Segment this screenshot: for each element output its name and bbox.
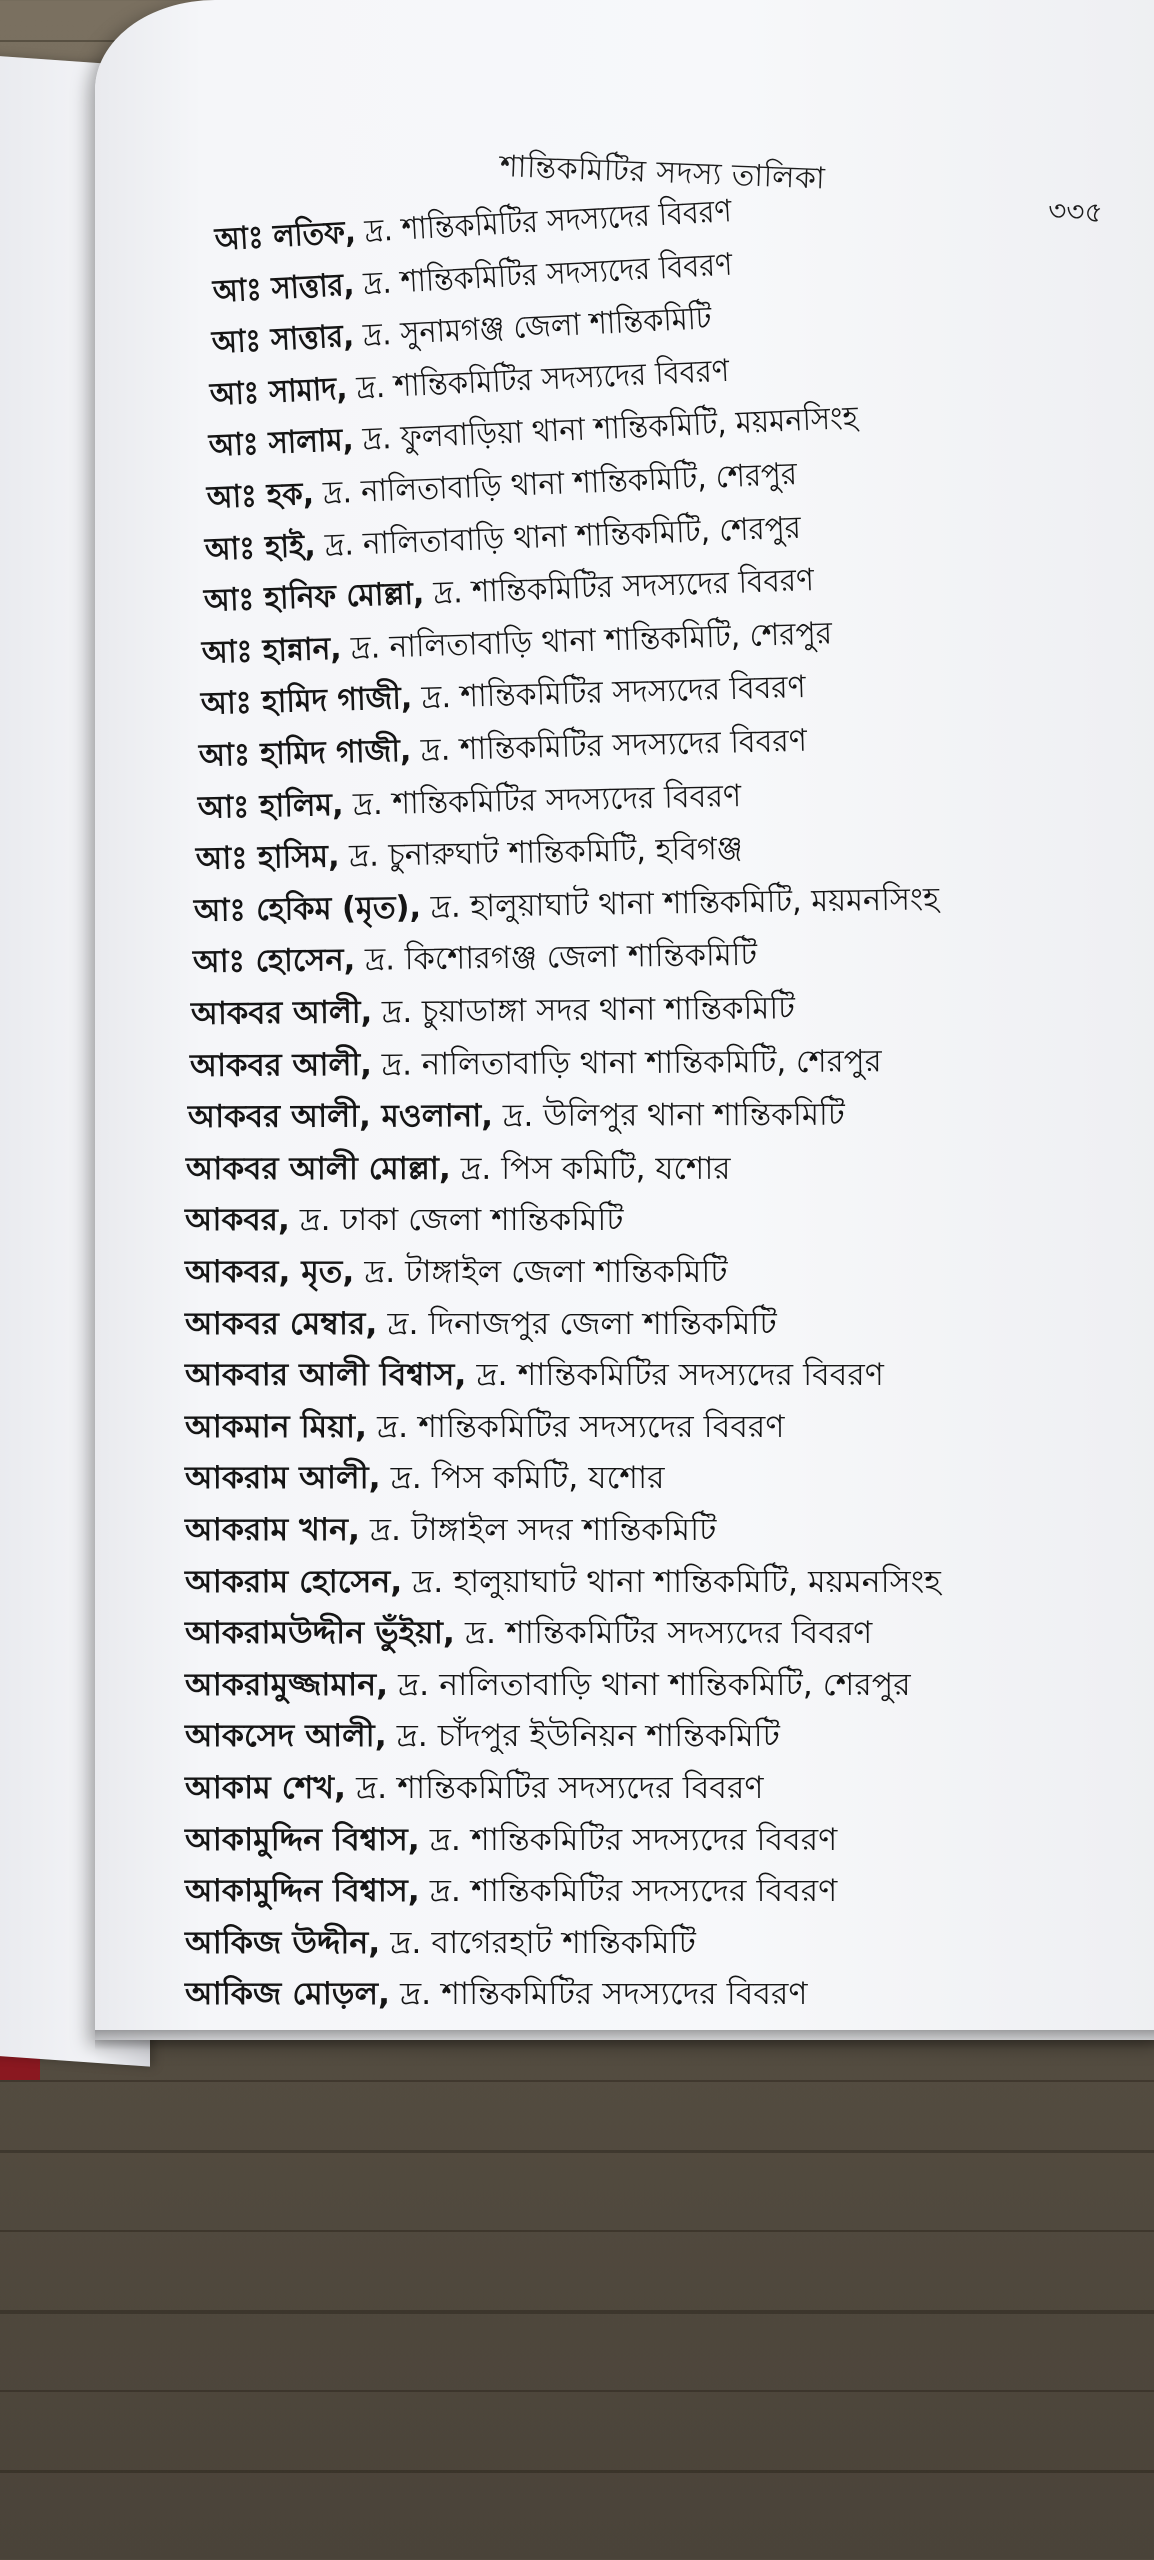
index-entry	[210, 300, 713, 362]
entry-reference: দ্র. নালিতাবাড়ি থানা শান্তিকমিটি, শেরপুর	[313, 456, 798, 512]
entry-reference: দ্র. ফুলবাড়িয়া থানা শান্তিকমিটি, ময়মনসিংহ	[352, 400, 859, 459]
index-entry	[213, 193, 733, 258]
entry-name: আঃ হোসেন,	[192, 942, 356, 981]
entry-name: আকবর মেম্বার,	[185, 1305, 378, 1342]
wood-grain	[0, 2150, 1154, 2153]
index-entry	[185, 1512, 717, 1548]
entry-reference: দ্র. হালুয়াঘাট থানা শান্তিকমিটি, ময়মনসিংহ	[421, 880, 940, 926]
running-header: শান্তিকমিটির সদস্য তালিকা	[499, 149, 826, 197]
entry-name: আঃ হালিম,	[197, 786, 344, 826]
index-entry	[209, 352, 731, 413]
entry-reference: দ্র. শান্তিকমিটির সদস্যদের বিবরণ	[410, 722, 808, 769]
wood-grain	[0, 2310, 1154, 2314]
index-entry	[195, 830, 743, 878]
entry-name: আকামুদ্দিন বিশ্বাস,	[185, 1821, 420, 1858]
entry-reference: দ্র. সুনামগঞ্জ জেলা শান্তিকমিটি	[352, 300, 713, 355]
index-entry	[185, 1924, 696, 1961]
entry-reference: দ্র. শান্তিকমিটির সদস্যদের বিবরণ	[466, 1357, 884, 1394]
entry-name: আকরাম হোসেন,	[185, 1563, 403, 1600]
wood-grain	[0, 2470, 1154, 2473]
entry-name: আঃ হানিফ মোল্লা,	[203, 575, 425, 620]
entry-name: আকিজ উদ্দীন,	[185, 1924, 381, 1961]
entry-name: আকরামউদ্দীন ভুঁইয়া,	[185, 1615, 455, 1652]
index-entry	[185, 1821, 838, 1858]
index-entry	[185, 1305, 777, 1342]
index-entry	[185, 1873, 838, 1910]
index-entry	[185, 1615, 873, 1652]
index-entry	[185, 1357, 884, 1394]
entry-reference: দ্র. শান্তিকমিটির সদস্যদের বিবরণ	[390, 1976, 808, 2013]
index-entry	[185, 1202, 624, 1239]
entry-reference: দ্র. শান্তিকমিটির সদস্যদের বিবরণ	[419, 1821, 838, 1858]
entry-name: আকবর আলী মোল্লা,	[186, 1150, 452, 1187]
index-entry	[204, 509, 802, 568]
entry-reference: দ্র. শান্তিকমিটির সদস্যদের বিবরণ	[454, 1615, 873, 1652]
index-entry	[194, 880, 940, 929]
entry-name: আঃ সালাম,	[207, 422, 354, 465]
entry-reference: দ্র. নালিতাবাড়ি থানা শান্তিকমিটি, শেরপুর	[371, 1043, 882, 1083]
index-entry	[185, 1770, 764, 1806]
entry-name: আকমান মিয়া,	[185, 1408, 368, 1445]
entry-reference: দ্র. চুনারুঘাট শান্তিকমিটি, হবিগঞ্জ	[339, 830, 743, 875]
entry-name: আকবর,	[185, 1202, 290, 1239]
entry-reference: দ্র. শান্তিকমিটির সদস্যদের বিবরণ	[353, 246, 734, 303]
page-number: ৩৩৫	[1047, 193, 1104, 230]
entry-name: আকসেদ আলী,	[185, 1718, 387, 1755]
entry-name: আঃ হাই,	[204, 527, 317, 568]
entry-reference: দ্র. টাঙ্গাইল সদর শান্তিকমিটি	[359, 1512, 717, 1548]
index-entry	[185, 1460, 665, 1497]
entry-reference: দ্র. শান্তিকমিটির সদস্যদের বিবরণ	[423, 562, 815, 612]
index-entry	[192, 937, 758, 981]
entry-name: আঃ হামিদ গাজী,	[200, 680, 413, 723]
entry-reference: দ্র. কিশোরগঞ্জ জেলা শান্তিকমিটি	[354, 937, 758, 979]
entry-name: আকবর আলী,	[189, 1046, 372, 1084]
index-entry	[186, 1150, 731, 1187]
index-entry	[200, 669, 806, 723]
index-entry	[187, 1096, 845, 1136]
index-entry	[185, 1718, 780, 1755]
entry-reference: দ্র. পিস কমিটি, যশোর	[380, 1460, 665, 1497]
index-entry	[185, 1666, 911, 1703]
entry-reference: দ্র. শান্তিকমিটির সদস্যদের বিবরণ	[342, 777, 742, 823]
entry-reference: দ্র. নালিতাবাড়ি থানা শান্তিকমিটি, শেরপুর	[315, 509, 802, 564]
index-entry	[207, 400, 859, 465]
entry-name: আকরামুজ্জামান,	[185, 1666, 389, 1703]
index-entry	[212, 246, 734, 310]
entry-name: আঃ সামাদ,	[209, 370, 349, 413]
entry-name: আঃ হান্নান,	[201, 630, 343, 671]
index-entry	[185, 1976, 808, 2013]
entry-reference: দ্র. ঢাকা জেলা শান্তিকমিটি	[289, 1202, 624, 1239]
wood-grain	[0, 2080, 1154, 2082]
entry-name: আকিজ মোড়ল,	[185, 1976, 391, 2013]
entry-reference: দ্র. শান্তিকমিটির সদস্যদের বিবরণ	[411, 669, 806, 717]
entry-name: আকরাম খান,	[185, 1512, 360, 1548]
entry-name: আকরাম আলী,	[185, 1460, 381, 1497]
index-entry	[197, 777, 742, 826]
entry-reference: দ্র. শান্তিকমিটির সদস্যদের বিবরণ	[346, 352, 731, 407]
entry-name: আঃ হাসিম,	[195, 838, 340, 878]
entry-name: আকবার আলী বিশ্বাস,	[185, 1357, 467, 1394]
entry-name: আকামুদ্দিন বিশ্বাস,	[185, 1873, 420, 1910]
wood-grain	[0, 2230, 1154, 2232]
entry-name: আঃ হামিদ গাজী,	[198, 732, 412, 774]
entry-reference: দ্র. পিস কমিটি, যশোর	[451, 1150, 731, 1187]
entry-reference: দ্র. বাগেরহাট শান্তিকমিটি	[380, 1924, 696, 1961]
index-entry	[203, 562, 815, 620]
entry-reference: দ্র. চুয়াডাঙ্গা সদর থানা শান্তিকমিটি	[372, 990, 796, 1031]
entry-name: আকবর আলী, মওলানা,	[187, 1098, 494, 1136]
entry-reference: দ্র. শান্তিকমিটির সদস্যদের বিবরণ	[419, 1873, 838, 1910]
index-entry	[189, 1043, 882, 1084]
entry-name: আঃ সাত্তার,	[212, 266, 356, 310]
entry-name: আকবর, মৃত,	[185, 1254, 355, 1290]
entry-name: আকবর আলী,	[190, 994, 373, 1032]
index-entry	[185, 1408, 785, 1445]
index-entry	[185, 1563, 941, 1600]
wood-grain	[0, 2390, 1154, 2392]
index-entry	[190, 990, 796, 1032]
index-entry	[206, 456, 798, 516]
entry-reference: দ্র. নালিতাবাড়ি থানা শান্তিকমিটি, শেরপুর	[388, 1666, 911, 1703]
entry-reference: দ্র. নালিতাবাড়ি থানা শান্তিকমিটি, শেরপুর	[341, 615, 833, 667]
index-entry	[201, 615, 833, 671]
entry-name: আঃ হক,	[206, 475, 315, 516]
entry-reference: দ্র. দিনাজপুর জেলা শান্তিকমিটি	[377, 1305, 777, 1342]
index-entry	[198, 722, 808, 774]
entry-reference: দ্র. শান্তিকমিটির সদস্যদের বিবরণ	[354, 193, 733, 251]
entry-reference: দ্র. চাঁদপুর ইউনিয়ন শান্তিকমিটি	[386, 1718, 780, 1755]
entry-reference: দ্র. উলিপুর থানা শান্তিকমিটি	[492, 1096, 845, 1135]
entry-name: আঃ লতিফ,	[213, 214, 357, 258]
entry-name: আঃ হেকিম (মৃত),	[194, 889, 422, 929]
entry-name: আঃ সাত্তার,	[210, 318, 355, 362]
entry-reference: দ্র. শান্তিকমিটির সদস্যদের বিবরণ	[367, 1408, 785, 1445]
entry-reference: দ্র. হালুয়াঘাট থানা শান্তিকমিটি, ময়মনসিংহ	[402, 1563, 941, 1600]
entry-reference: দ্র. শান্তিকমিটির সদস্যদের বিবরণ	[346, 1770, 764, 1806]
entry-name: আকাম শেখ,	[185, 1770, 347, 1806]
entry-reference: দ্র. টাঙ্গাইল জেলা শান্তিকমিটি	[354, 1254, 728, 1290]
index-entry	[185, 1254, 728, 1290]
